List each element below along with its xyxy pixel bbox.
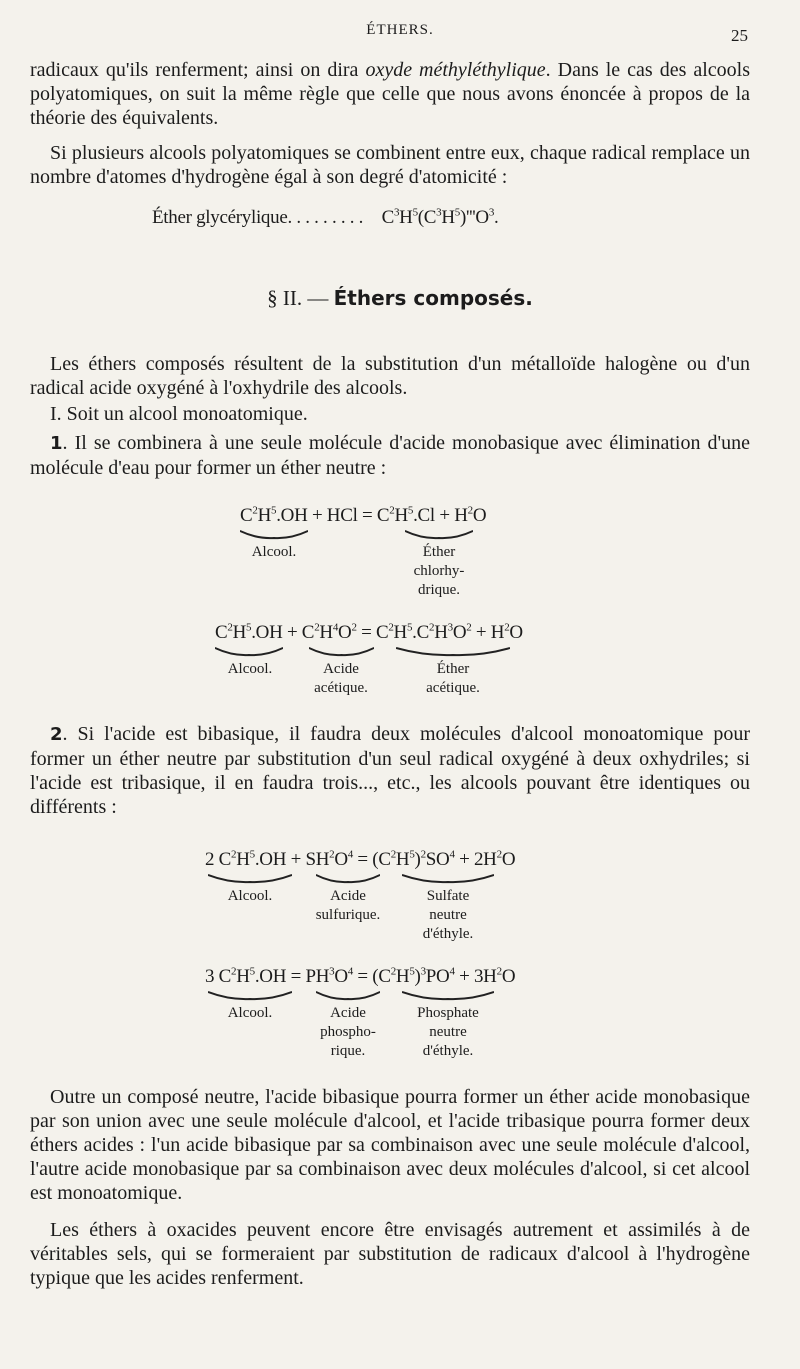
brace: [396, 647, 510, 657]
equation-1-label-2: Éther chlorhy- drique.: [413, 544, 465, 598]
item-number-2: 2: [50, 724, 63, 745]
paragraph-4: I. Soit un alcool monoatomique.: [50, 403, 308, 425]
page-number: 25: [731, 26, 748, 45]
running-header: [30, 22, 770, 46]
paragraph-1: [30, 58, 750, 130]
equation-1-label-1: Alcool.: [251, 544, 297, 560]
glyceryl-ether-name: Éther glycérylique. . . . . . . . .: [152, 207, 364, 228]
paragraph-8: Les éthers à oxacides peuvent encore être envisagés autrement et assimilés à de véritables sels, qui se formeraient par substitution de radicaux d'alcool à l'hydrogène typique que les acides renferment.: [30, 1219, 750, 1289]
equation-4: 3 $C^2H^5.OH = PH^3O^4 = (C^2H^5)^3PO^4 + 3H^2O$: [205, 965, 516, 987]
brace: [316, 991, 380, 1001]
equation-1: $C^2H^5.OH$ + HCl = $C^2H^5.Cl + H^2O$: [240, 504, 487, 526]
brace: [208, 991, 292, 1001]
equation-3: 2 $C^2H^5.OH + SH^2O^4 = (C^2H^5)^2SO^4 + 2H^2O$: [205, 848, 516, 870]
equation-2: $C^2H^5.OH + C^2H^4O^2 = C^2H^5.C^2H^3O^2 + H^2O$: [215, 621, 523, 643]
equation-4-label-1: Alcool.: [227, 1005, 273, 1021]
equation-2-label-1: Alcool.: [227, 661, 273, 677]
equation-3-label-3: Sulfate neutre d'éthyle.: [422, 888, 474, 942]
equation-3-label-1: Alcool.: [227, 888, 273, 904]
glyceryl-ether-formula: $C^3H^5(C^3H^5)'''O^3$.: [381, 206, 499, 228]
running-title: ÉTHERS.: [366, 22, 434, 38]
paragraph-6: [30, 722, 750, 819]
brace: [309, 647, 374, 657]
brace: [402, 874, 494, 884]
equation-3-label-2: Acide sulfurique.: [315, 888, 381, 923]
item-number-1: 1: [50, 433, 63, 454]
paragraph-5: [30, 431, 750, 480]
paragraph-1-text-end: . Dans le cas des alcools polyatomiques, on suit la même règle que celle que nous avons énoncée à propos de la théorie des équivalents.: [30, 59, 750, 129]
equation-2-label-3: Éther acétique.: [426, 661, 480, 696]
paragraph-3: Les éthers composés résultent de la substitution d'un métalloïde halogène ou d'un radical acide oxygéné à l'oxhydrile des alcools.: [30, 353, 750, 399]
paragraph-1-text: radicaux qu'ils renferment; ainsi on dira: [30, 59, 366, 81]
brace: [405, 530, 473, 540]
paragraph-6-text: . Si l'acide est bibasique, il faudra deux molécules d'alcool monoatomique pour former un éther neutre par substitution d'un seul radical oxygéné à deux oxhydriles; si l'acide est tribasique, il en faudra trois..., etc., les alcools pouvant être identiques ou différents :: [30, 723, 750, 818]
paragraph-7: Outre un composé neutre, l'acide bibasique pourra former un éther acide monobasique par son union avec une seule molécule d'alcool, et l'acide tribasique pourra former deux éthers acides : l'un acide bibasique par sa combinaison avec une seule molécule d'alcool, l'autre acide monobasique par sa combinaison avec deux molécules d'alcool, si cet alcool est monoatomique.: [30, 1086, 750, 1204]
glyceryl-ether-line: [152, 207, 498, 229]
section-number: § II. —: [267, 286, 334, 310]
italic-term: oxyde méthyléthylique: [365, 59, 546, 81]
section-heading: [0, 286, 800, 311]
brace: [208, 874, 292, 884]
equation-4-label-2: Acide phospho- rique.: [320, 1005, 376, 1059]
paragraph-5-text: . Il se combinera à une seule molécule d'acide monobasique avec élimination d'une molécule d'eau pour former un éther neutre :: [30, 432, 750, 479]
paragraph-2: Si plusieurs alcools polyatomiques se combinent entre eux, chaque radical remplace un nombre d'atomes d'hydrogène égal à son degré d'atomicité :: [30, 142, 750, 188]
section-title: Éthers composés.: [333, 286, 533, 310]
brace: [240, 530, 308, 540]
equation-2-label-2: Acide acétique.: [314, 661, 368, 696]
equation-4-label-3: Phosphate neutre d'éthyle.: [417, 1005, 479, 1059]
brace: [316, 874, 380, 884]
brace: [215, 647, 283, 657]
brace: [402, 991, 494, 1001]
